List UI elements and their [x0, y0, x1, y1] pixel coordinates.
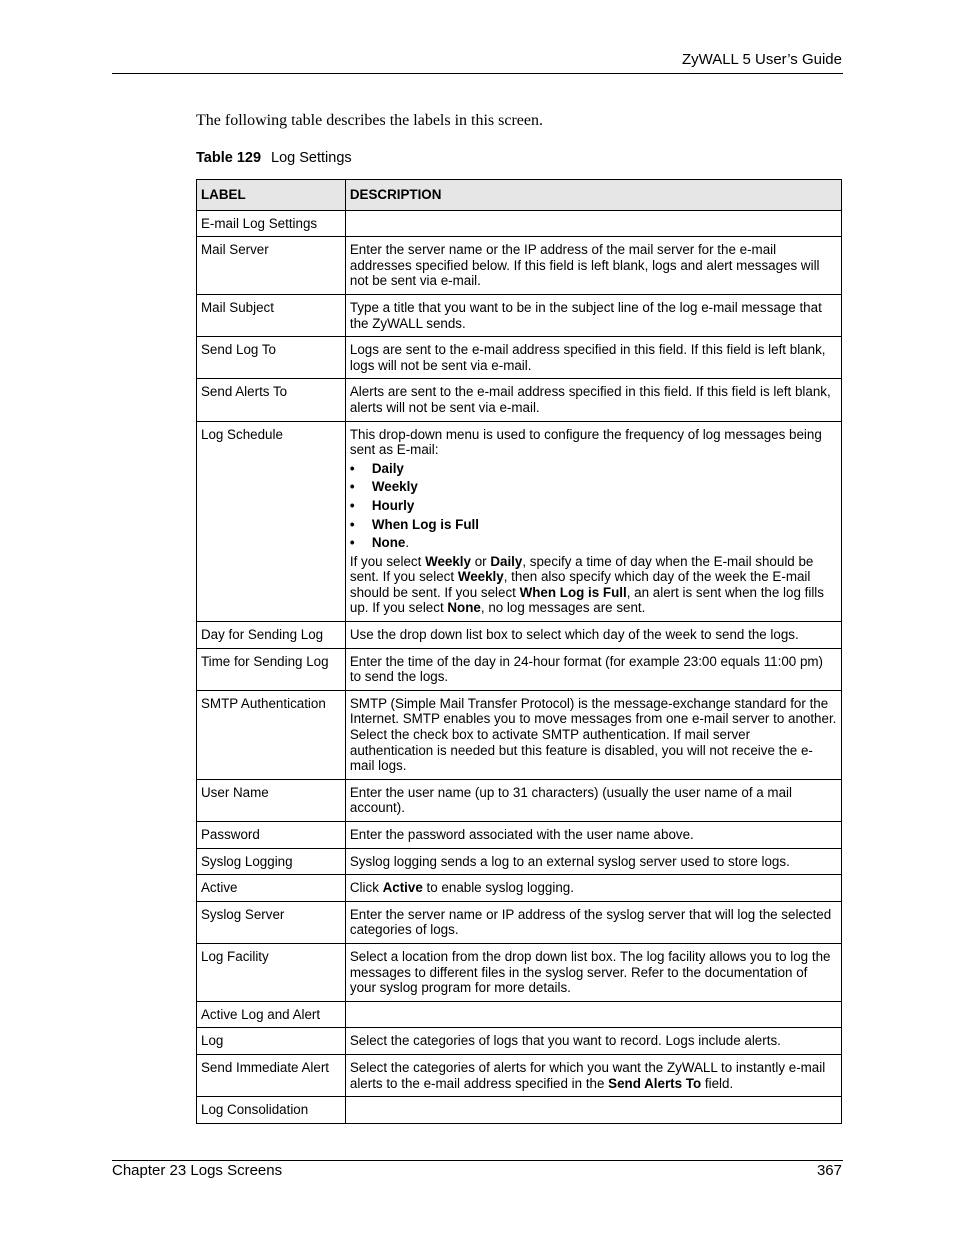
list-item: [350, 535, 837, 551]
table-number: Table 129: [196, 150, 262, 166]
table-title: Log Settings: [271, 150, 352, 166]
row-description: Enter the user name (up to 31 characters) (usually the user name of a mail account).: [345, 779, 841, 821]
table-row: [197, 875, 842, 902]
row-description: Select the categories of logs that you want to record. Logs include alerts.: [345, 1028, 841, 1055]
table-row: [197, 648, 842, 690]
row-description-log-schedule: [345, 421, 841, 622]
row-label: Active: [197, 875, 346, 902]
table-row: [197, 1001, 842, 1028]
bullet: •: [349, 460, 355, 476]
bullet: •: [349, 516, 355, 532]
option-when-log-is-full: When Log is Full: [371, 516, 479, 532]
table-row: [197, 779, 842, 821]
row-label: Time for Sending Log: [197, 648, 346, 690]
option-weekly: Weekly: [371, 479, 418, 495]
table-row: [197, 1028, 842, 1055]
row-description: [345, 1001, 841, 1028]
row-label: User Name: [197, 779, 346, 821]
row-label: Send Log To: [197, 337, 346, 379]
list-item: [350, 479, 837, 495]
row-description: [345, 210, 841, 237]
header-divider: [112, 73, 843, 74]
intro-paragraph: The following table describes the labels in this screen.: [196, 112, 544, 129]
table-row: [197, 337, 842, 379]
row-description-smtp: [345, 690, 841, 779]
smtp-line-2: Select the check box to activate SMTP authentication. If mail server authentication is needed but this feature is disabled, you will not receive the e-mail logs.: [349, 727, 813, 774]
row-label: Log Facility: [197, 943, 346, 1001]
log-schedule-intro: This drop-down menu is used to configure the frequency of log messages being sent as E-mail:: [349, 426, 822, 458]
row-description: Enter the server name or IP address of the syslog server that will log the selected categories of logs.: [345, 901, 841, 943]
row-label: Log Consolidation: [197, 1097, 346, 1124]
footer-divider: [112, 1160, 843, 1161]
page-number: 367: [816, 1162, 842, 1179]
row-description: Logs are sent to the e-mail address specified in this field. If this field is left blank, logs will not be sent via e-mail.: [345, 337, 841, 379]
row-label: Send Immediate Alert: [197, 1054, 346, 1096]
table-row: [197, 237, 842, 295]
header-description: DESCRIPTION: [345, 180, 841, 211]
row-description: Type a title that you want to be in the subject line of the log e-mail message that the ZyWALL sends.: [345, 294, 841, 336]
table-row: [197, 294, 842, 336]
option-daily: Daily: [371, 460, 404, 476]
bullet: •: [349, 535, 355, 551]
row-label: Send Alerts To: [197, 379, 346, 421]
table-row: [197, 901, 842, 943]
header-label: LABEL: [197, 180, 346, 211]
smtp-line-1: SMTP (Simple Mail Transfer Protocol) is the message-exchange standard for the Internet. SMTP enables you to move messages from one e-mail server to another.: [349, 695, 837, 727]
row-label: Day for Sending Log: [197, 622, 346, 649]
option-none: None: [371, 535, 406, 551]
row-description: Enter the time of the day in 24-hour format (for example 23:00 equals 11:00 pm) to send the logs.: [345, 648, 841, 690]
table-header-row: [197, 180, 842, 211]
row-description: Alerts are sent to the e-mail address specified in this field. If this field is left blank, alerts will not be sent via e-mail.: [345, 379, 841, 421]
row-label: SMTP Authentication: [197, 690, 346, 779]
row-label: Syslog Server: [197, 901, 346, 943]
table-row: [197, 421, 842, 622]
row-description: Enter the server name or the IP address of the mail server for the e-mail addresses specified below. If this field is left blank, logs and alert messages will not be sent via e-mail.: [345, 237, 841, 295]
row-label: Mail Subject: [197, 294, 346, 336]
log-schedule-detail: If you select Weekly or Daily, specify a time of day when the E-mail should be sent. If you select Weekly, then also specify which day of the week the E-mail should be sent. If you select When Log is Full, an alert is sent when the log fills up. If you select None, no log messages are sent.: [349, 553, 824, 616]
table-row: [197, 943, 842, 1001]
table-row: [197, 622, 842, 649]
running-header: ZyWALL 5 User’s Guide: [681, 51, 842, 68]
table-row: [197, 210, 842, 237]
option-hourly: Hourly: [371, 497, 415, 513]
row-label: E-mail Log Settings: [197, 210, 346, 237]
table-row: [197, 1054, 842, 1096]
row-label: Log: [197, 1028, 346, 1055]
list-item: [350, 498, 837, 514]
row-description: Enter the password associated with the user name above.: [345, 822, 841, 849]
row-description: [345, 1097, 841, 1124]
list-item: [350, 517, 837, 533]
row-description: Select a location from the drop down list box. The log facility allows you to log the messages to different files in the syslog server. Refer to the documentation of your syslog program for more details.: [345, 943, 841, 1001]
bullet: •: [349, 479, 355, 495]
table-row: [197, 379, 842, 421]
log-settings-table: [196, 179, 842, 1124]
row-description-send-immediate: Select the categories of alerts for which you want the ZyWALL to instantly e-mail alerts to the e-mail address specified in the Send Alerts To field.: [345, 1054, 841, 1096]
list-item: [350, 461, 837, 477]
table-row: [197, 822, 842, 849]
row-label: Syslog Logging: [197, 848, 346, 875]
table-row: [197, 690, 842, 779]
row-description: Syslog logging sends a log to an external syslog server used to store logs.: [345, 848, 841, 875]
table-row: [197, 848, 842, 875]
row-label: Active Log and Alert: [197, 1001, 346, 1028]
table-caption: [196, 150, 352, 166]
row-label: Log Schedule: [197, 421, 346, 622]
period: .: [405, 535, 410, 551]
row-description-active: Click Active to enable syslog logging.: [345, 875, 841, 902]
bullet: •: [349, 497, 355, 513]
row-label: Mail Server: [197, 237, 346, 295]
footer-chapter: Chapter 23 Logs Screens: [112, 1162, 283, 1179]
row-description: Use the drop down list box to select which day of the week to send the logs.: [345, 622, 841, 649]
table-row: [197, 1097, 842, 1124]
row-label: Password: [197, 822, 346, 849]
